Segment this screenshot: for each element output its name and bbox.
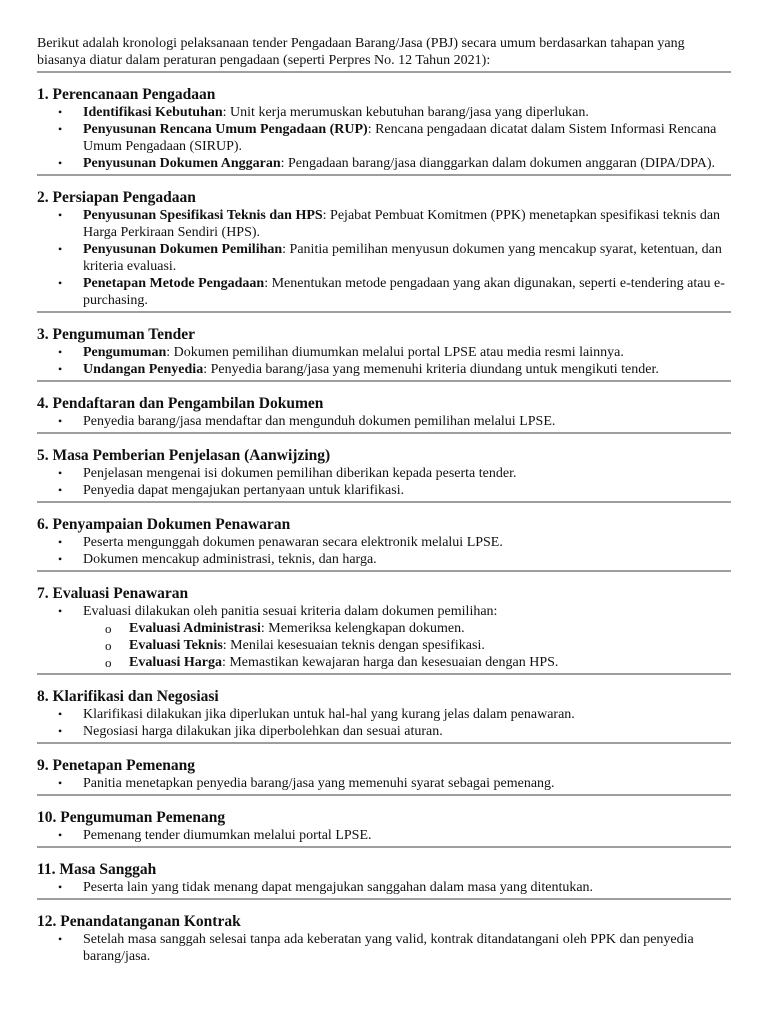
bullet: • [58, 535, 63, 549]
item-text: Penyedia dapat mengajukan pertanyaan untuk klarifikasi. [83, 483, 405, 498]
bullet: • [58, 242, 63, 256]
list-item [37, 603, 731, 620]
list-item [37, 241, 731, 275]
item-text: Evaluasi dilakukan oleh panitia sesuai kriteria dalam dokumen pemilihan: [83, 604, 498, 619]
list-item [37, 723, 731, 740]
section-heading: 2. Persiapan Pengadaan [37, 189, 196, 206]
section-7 [37, 572, 731, 671]
bullet: • [58, 483, 63, 497]
list-item [37, 344, 731, 361]
bullet-list [37, 827, 731, 844]
item-text: Negosiasi harga dilakukan jika diperbolehkan dan sesuai aturan. [83, 724, 443, 739]
bullet-list [37, 534, 731, 568]
sections-container [37, 71, 731, 965]
item-term: Pengumuman [83, 345, 167, 360]
bullet-list [37, 603, 731, 671]
section-12 [37, 900, 731, 965]
item-term: Evaluasi Teknis [129, 638, 223, 653]
bullet-list [37, 931, 731, 965]
list-item [37, 275, 731, 309]
list-item [37, 413, 731, 430]
list-item [37, 482, 731, 499]
item-text: : Memastikan kewajaran harga dan kesesuaian dengan HPS. [221, 655, 559, 670]
list-item [37, 361, 731, 378]
item-text: : Menentukan metode pengadaan yang akan digunakan, seperti e-tendering atau e-purchasing. [83, 276, 725, 308]
item-text: Setelah masa sanggah selesai tanpa ada keberatan yang valid, kontrak ditandatangani oleh PPK dan penyedia barang/jasa. [83, 932, 694, 964]
item-term: Undangan Penyedia [83, 362, 204, 377]
item-text: Peserta lain yang tidak menang dapat mengajukan sanggahan dalam masa yang ditentukan. [83, 880, 594, 895]
sub-list-item [37, 637, 731, 654]
section-heading: 6. Penyampaian Dokumen Penawaran [37, 516, 291, 533]
item-text: : Pengadaan barang/jasa dianggarkan dalam dokumen anggaran (DIPA/DPA). [280, 156, 716, 171]
item-term: Evaluasi Harga [129, 655, 222, 670]
sub-bullet-list [37, 620, 731, 671]
section-8 [37, 675, 731, 740]
item-text: : Dokumen pemilihan diumumkan melalui portal LPSE atau media resmi lainnya. [166, 345, 624, 360]
bullet-list [37, 775, 731, 792]
item-term: Evaluasi Administrasi [129, 621, 261, 636]
item-text: Penjelasan mengenai isi dokumen pemilihan diberikan kepada peserta tender. [83, 466, 517, 481]
item-text: : Pejabat Pembuat Komitmen (PPK) menetapkan spesifikasi teknis dan Harga Perkiraan Sendiri (HPS). [83, 208, 721, 240]
item-term: Identifikasi Kebutuhan [83, 105, 223, 120]
section-2 [37, 176, 731, 309]
item-text: Penyedia barang/jasa mendaftar dan mengunduh dokumen pemilihan melalui LPSE. [83, 414, 556, 429]
sub-bullet: o [105, 638, 112, 653]
item-text: Dokumen mencakup administrasi, teknis, dan harga. [83, 552, 377, 567]
bullet: • [58, 724, 63, 738]
section-4 [37, 382, 731, 430]
list-item [37, 534, 731, 551]
section-3 [37, 313, 731, 378]
bullet: • [58, 156, 63, 170]
section-heading: 8. Klarifikasi dan Negosiasi [37, 688, 219, 705]
bullet: • [58, 345, 63, 359]
bullet-list [37, 465, 731, 499]
bullet: • [58, 604, 63, 618]
list-item [37, 465, 731, 482]
list-item [37, 706, 731, 723]
bullet: • [58, 828, 63, 842]
bullet: • [58, 208, 63, 222]
section-heading: 12. Penandatanganan Kontrak [37, 913, 241, 930]
item-term: Penyusunan Dokumen Pemilihan [83, 242, 283, 257]
item-term: Penyusunan Dokumen Anggaran [83, 156, 281, 171]
bullet-list [37, 104, 731, 172]
section-heading: 1. Perencanaan Pengadaan [37, 86, 216, 103]
bullet: • [58, 707, 63, 721]
bullet: • [58, 466, 63, 480]
bullet: • [58, 105, 63, 119]
section-1 [37, 73, 731, 172]
section-9 [37, 744, 731, 792]
bullet-list [37, 706, 731, 740]
section-10 [37, 796, 731, 844]
section-heading: 5. Masa Pemberian Penjelasan (Aanwijzing) [37, 447, 331, 464]
item-term: Penyusunan Rencana Umum Pengadaan (RUP) [83, 122, 368, 137]
section-heading: 3. Pengumuman Tender [37, 326, 196, 343]
bullet: • [58, 880, 63, 894]
list-item [37, 121, 731, 155]
bullet-list [37, 879, 731, 896]
item-text: Peserta mengunggah dokumen penawaran secara elektronik melalui LPSE. [83, 535, 503, 550]
item-text: : Menilai kesesuaian teknis dengan spesifikasi. [222, 638, 485, 653]
item-text: : Panitia pemilihan menyusun dokumen yang mencakup syarat, ketentuan, dan kriteria evaluasi. [83, 242, 722, 274]
list-item [37, 827, 731, 844]
section-11 [37, 848, 731, 896]
item-text: : Unit kerja merumuskan kebutuhan barang/jasa yang diperlukan. [222, 105, 589, 120]
bullet-list [37, 413, 731, 430]
bullet-list [37, 207, 731, 309]
bullet: • [58, 932, 63, 946]
bullet: • [58, 552, 63, 566]
bullet: • [58, 122, 63, 136]
item-text: Klarifikasi dilakukan jika diperlukan untuk hal-hal yang kurang jelas dalam penawaran. [83, 707, 575, 722]
bullet-list [37, 344, 731, 378]
sub-list-item [37, 620, 731, 637]
bullet: • [58, 414, 63, 428]
list-item [37, 104, 731, 121]
section-6 [37, 503, 731, 568]
section-heading: 10. Pengumuman Pemenang [37, 809, 226, 826]
item-text: : Memeriksa kelengkapan dokumen. [260, 621, 465, 636]
list-item [37, 207, 731, 241]
section-heading: 9. Penetapan Pemenang [37, 757, 196, 774]
list-item [37, 551, 731, 568]
sub-bullet: o [105, 655, 112, 670]
sub-list-item [37, 654, 731, 671]
list-item [37, 155, 731, 172]
sub-bullet: o [105, 621, 112, 636]
bullet: • [58, 276, 63, 290]
intro-paragraph: Berikut adalah kronologi pelaksanaan tender Pengadaan Barang/Jasa (PBJ) secara umum berdasarkan tahapan yang biasanya diatur dalam peraturan pengadaan (seperti Perpres No. 12 Tahun 2021): [37, 36, 685, 68]
list-item [37, 879, 731, 896]
section-5 [37, 434, 731, 499]
section-heading: 4. Pendaftaran dan Pengambilan Dokumen [37, 395, 324, 412]
item-text: : Rencana pengadaan dicatat dalam Sistem Informasi Rencana Umum Pengadaan (SIRUP). [83, 122, 717, 154]
item-term: Penetapan Metode Pengadaan [83, 276, 265, 291]
section-heading: 7. Evaluasi Penawaran [37, 585, 189, 602]
bullet: • [58, 362, 63, 376]
list-item [37, 931, 731, 965]
document-page [37, 35, 731, 965]
item-text: Panitia menetapkan penyedia barang/jasa yang memenuhi syarat sebagai pemenang. [83, 776, 555, 791]
item-text: Pemenang tender diumumkan melalui portal LPSE. [83, 828, 372, 843]
list-item [37, 775, 731, 792]
item-term: Penyusunan Spesifikasi Teknis dan HPS [83, 208, 323, 223]
bullet: • [58, 776, 63, 790]
section-heading: 11. Masa Sanggah [37, 861, 157, 878]
item-text: : Penyedia barang/jasa yang memenuhi kriteria diundang untuk mengikuti tender. [203, 362, 659, 377]
